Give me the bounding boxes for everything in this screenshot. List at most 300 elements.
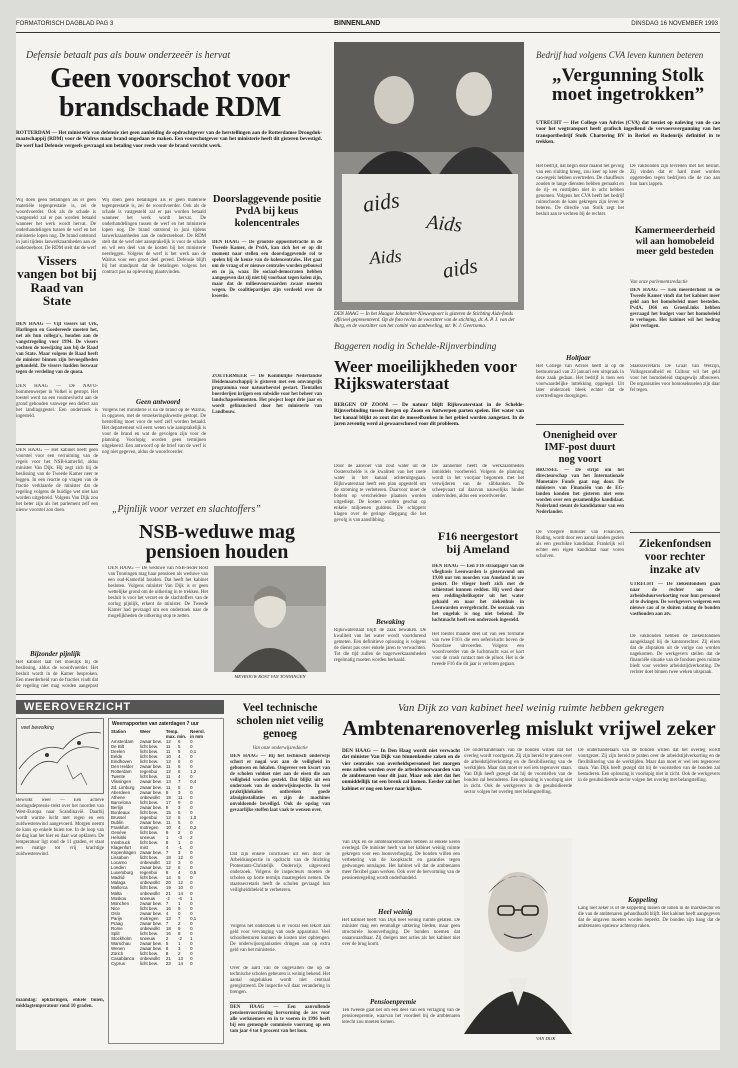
table-cell: zwaar bew. (139, 940, 162, 946)
nsb-headline: NSB-weduwe mag pensioen houden (138, 521, 296, 564)
table-cell: 3 (178, 860, 181, 866)
ivd-subhead: Heel weinig (378, 908, 413, 916)
ivd-body4-top: De onderhandelaars van de bonden willen dat het overleg wordt voortgezet. Zij zijn bereid te praten over de arbeidstijdverkorting en de flexibilisering van de werktijden. Maar dan moet er wel iets tegenover staan. Van Dijk heeft gezegd dat hij de voorstellen van de bonden zal bestuderen. Een oplossing is voorlopig niet in zicht. Ook de werkgevers in de gesubsidieerde sector volgen het overleg met belangstelling. (464, 748, 572, 795)
homo-body2: Staatssecretaris De Graaf van Welzijn, Volksgezondheid en Cultuur wil het geld voor het homobeleid stapsgewijs afbouwen. De organisaties voor homoseksuelen zijn daar fel tegen. (630, 364, 720, 393)
table-cell: 0 (190, 784, 193, 790)
table-cell: 0,1 (190, 915, 197, 921)
table-cell: licht bew. (139, 749, 158, 755)
table-cell: 18 (165, 855, 171, 861)
table-cell: Madrid (111, 875, 125, 881)
table-cell: 16 (165, 930, 171, 936)
table-row (109, 885, 207, 890)
table-cell: Eindhoven (111, 759, 132, 765)
pension-box: DEN HAAG — Een aanvullende pensioenvoorziening hervorming de zes voor alle werknemers en in te voeren in 1996 heeft bij een gemengde commissie voorrang op een tam jaar 4 tot 6 procent van het loon. (230, 1002, 330, 1047)
table-cell: motregen (139, 824, 159, 830)
nsb-photo-caption: MEVROUW ROST VAN TONNINGEN (234, 674, 306, 679)
table-cell: 13 (178, 956, 183, 962)
table-cell: 15 (165, 809, 171, 815)
table-cell: 13 (165, 779, 171, 785)
vissers-body2: DEN HAAG — De NAVO-bommenwerper in Volkel is gestopt. Het toestel werd na een routinevlucht aan de grond gehouden vanwege een defect aan het landingsgestel. Een onderzoek is ingesteld. (16, 384, 98, 419)
table-cell: sneeuw (139, 834, 156, 840)
table-cell: regenbui (139, 814, 157, 820)
vooruitzicht-label: maandag: (16, 998, 37, 1003)
table-cell: 1,0 (190, 814, 197, 820)
table-cell: licht bew. (139, 905, 158, 911)
table-cell: licht bew. (139, 951, 158, 957)
table-cell: Malta (111, 890, 122, 896)
table-cell: 6 (178, 809, 181, 815)
weather-outlook: Bewolkt weer — Een actieve storingsdepressie trekt over het noorden van West-Europa naar Scandinavië. Daarbij wordt warme lucht met regen en een zuidwestenwind aangevoerd. Morgen neemt de kans op enkele buien toe. In de loop van de dag kan het hier en daar wat opklaren. De temperatuur ligt rond de 11 graden, er staat een matige tot vrij krachtige zuidwestenwind. (16, 798, 104, 857)
newspaper-page (16, 18, 720, 1050)
vissers-body: DEN HAAG — Vijf vissers uit Urk, Harlingen en Goedereede moeten het, net als hun collega's, houden aan de vangstregeling voor 1994. De vissers vochten de toewijzing aan bij de Raad van State. Maar volgens de Raad heeft de minister binnen zijn bevoegdheden gehandeld. De vissers hadden bezwaar tegen de verdeling van de quota. (16, 322, 98, 375)
table-cell: 1 (190, 895, 193, 901)
table-cell: zwaar bew. (139, 910, 162, 916)
rdm-body-col2b: Volgens het ministerie is na de brand op de Walrus, in opgaven, met de verzekeringskwestie gestopt. De herstelling moet voor de werf zelf worden betaald. Het departement wil eerst weten wie aansprakelijk is voor de brand en wat de gevolgen zijn voor de planning. Voorlopig worden geen termijnen uitgekeerd. Een antwoord op de brief van de werf is nog niet gegeven, aldus de woordvoerder. (102, 408, 206, 455)
table-cell: 0 (190, 850, 193, 856)
table-cell: licht bew. (139, 855, 158, 861)
table-cell: München (111, 900, 130, 906)
table-cell: 10 (165, 754, 171, 760)
table-cell: 19 (165, 794, 171, 800)
table-cell: 0 (190, 951, 193, 957)
table-cell: 9 (165, 829, 169, 835)
table-row (109, 785, 207, 790)
rdm-kicker: Defensie betaalt pas als bouw onderzeeër is hervat (26, 50, 231, 61)
table-cell: 3 (178, 946, 181, 952)
table-cell: 11 (178, 794, 183, 800)
rijn-kicker: Baggeren nodig in Schelde-Rijnverbinding (334, 342, 497, 352)
svg-text:Aids: Aids (368, 245, 403, 268)
table-cell: licht bew. (139, 829, 158, 835)
table-cell: 0 (190, 855, 193, 861)
svg-text:aids: aids (361, 187, 402, 217)
portrait-photo (214, 566, 326, 672)
table-cell: 8 (178, 930, 181, 936)
svg-text:aids: aids (440, 253, 480, 283)
homo-headline: Kamermeerderheid wil aan homobeleid meer geld besteden (634, 226, 716, 258)
table-cell: Bordeaux (111, 809, 130, 815)
table-cell: 0 (190, 910, 193, 916)
table-cell: 0 (190, 925, 193, 931)
table-cell: 4 (178, 774, 181, 780)
weather-map-label: veel bewolking (21, 725, 54, 731)
table-cell: zwaar bew. (139, 850, 162, 856)
table-cell: 0 (190, 794, 193, 800)
imf-headline: Onenigheid over IMF-post duurt nog voort (542, 430, 618, 465)
table-cell: mist (139, 845, 148, 851)
table-cell: Frankfurt (111, 824, 129, 830)
weather-banner (16, 700, 224, 714)
table-cell: De Bilt (111, 744, 124, 750)
table-cell: 0 (190, 900, 193, 906)
vissers-headline: Vissers vangen bot bij Raad van State (17, 253, 97, 308)
stolk-headline: „Vergunning Stolk moet ingetrokken” (551, 65, 705, 106)
table-cell: 0 (190, 961, 193, 967)
ivd-body5: Lang niet zeker is of de koppeling tussen de lonen in de marktsector en die van de ambtenaren gehandhaafd blijft. Het kabinet heeft aangegeven dat de uitgaven moeten worden beperkt. De bonden zijn bang dat de ambtenaren opnieuw achterop raken. (578, 906, 720, 929)
weather-map (16, 718, 104, 794)
table-cell: -2 (165, 895, 170, 901)
rdm-subhead: Geen antwoord (136, 398, 181, 406)
table-cell: 0 (190, 880, 193, 886)
table-cell: zwaar bew. (139, 784, 162, 790)
table-cell: 1 (178, 900, 181, 906)
rijn-body3: De aannemer heeft de werkzaamheden inmiddels voorbereid. Volgens de planning wordt in het voorjaar begonnen met het verwijderen van de slibbanken. De scheepvaart zal daarvan nauwelijks hinder ondervinden, aldus een woordvoerder. (432, 464, 524, 499)
table-cell: 8 (165, 840, 169, 846)
table-cell: Rotterdam (111, 769, 132, 775)
vooruitzicht-text: opklaringen, enkele buien, middagtemperatuur rond 10 graden. (16, 998, 104, 1009)
table-cell: 12 (165, 860, 171, 866)
scholen-body: DEN HAAG — Bij het technisch onderwijs schort er nogal wat aan de veiligheid in gebouwen en lokalen. Ongeveer een kwart van de scholen voldoet niet aan de eisen die aan veiligheid worden gesteld. Dat blijkt uit een onderzoek van de onderwijsinspectie. In veel praktijklokalen ontbreken goede afzuiginstallaties en zijn de machines onvoldoende beveiligd. Ook de opslag van gevaarlijke stoffen laat vaak te wensen over. (230, 754, 330, 813)
table-cell: 4 (165, 845, 169, 851)
imf-body2: De vroegere minister van Financiën, Ruding, wordt door een aantal landen gezien als een geschikte kandidaat. Frankrijk wil echter een eigen kandidaat naar voren schuiven. (536, 530, 624, 559)
table-cell: -3 (178, 834, 182, 840)
table-cell: 18 (165, 925, 171, 931)
table-cell: 10 (178, 885, 183, 891)
table-cell: licht bew. (139, 759, 158, 765)
table-cell: 0 (190, 860, 193, 866)
table-cell: 2 (178, 951, 181, 957)
rechter-headline: Ziekenfondsen voor rechter inzake atv (638, 538, 712, 576)
table-cell: 5 (165, 940, 169, 946)
table-cell: onbewolkt (139, 860, 160, 866)
table-cell: 9 (178, 799, 181, 805)
table-cell: licht bew. (139, 930, 158, 936)
table-row (109, 800, 207, 805)
table-cell: 11 (165, 744, 171, 750)
table-cell: 2 (190, 834, 193, 840)
table-cell: 0 (190, 744, 193, 750)
table-cell: 0 (190, 956, 193, 962)
table-cell: 20 (165, 880, 171, 886)
table-cell: Londen (111, 865, 126, 871)
table-cell: Nice (111, 905, 120, 911)
rdm-body-col1: Wij doen geen betalingen als er geen materiële tegenprestatie is, zei de woordvoerder. Ook als de schade is vastgesteld zal er pas worden betaald wanneer het werk wordt hervat. De onderhandelingen tussen de werf en het ministerie lopen nog. De brand ontstond in juni tijdens laswerkzaamheden aan de onderzeeboot. De RDM stelt dat de werf (16, 198, 96, 250)
table-cell: 9 (165, 789, 169, 795)
divider (630, 532, 720, 533)
table-cell: onbewolkt (139, 925, 160, 931)
table-cell: Twente (111, 774, 126, 780)
pvda-body2: ZOETERMEER — De Koninklijke Nederlandse Heidemaatschappij is gisteren met een omvangrijk programma voor natuurherstel gestart. Tientallen boerderijen krijgen een subsidie voor het beheer van landschapselementen. Het project loopt drie jaar en wordt gefinancierd door het ministerie van Landbouw. (212, 374, 322, 415)
table-cell: motregen (139, 915, 159, 921)
table-cell: licht bew. (139, 754, 158, 760)
table-cell: Casablanca (111, 956, 135, 962)
table-cell: zwaar bew. (139, 789, 162, 795)
table-cell: Zd. Limburg (111, 784, 135, 790)
stolk-body2: Het College van Advies heeft al op de bestuursraad van 23 januari een uitspraak in deze zaak gedaan. Het bedrijf is toen een voorwaardelijke intrekking opgelegd. Uit later onderzoek bleek echter dat de overtredingen doorgingen. (536, 364, 624, 399)
table-cell: licht bew. (139, 961, 158, 967)
table-cell: 21 (165, 956, 171, 962)
table-cell: 0 (190, 920, 193, 926)
table-cell: licht bew. (139, 799, 158, 805)
table-cell: Luxemburg (111, 870, 133, 876)
table-cell: 0 (190, 840, 193, 846)
table-cell: -6 (178, 895, 182, 901)
table-cell: zwaar bew. (139, 779, 162, 785)
table-cell: Cyprus (111, 961, 125, 967)
table-cell: 12 (178, 855, 183, 861)
table-cell: 21 (165, 890, 171, 896)
scholen-headline: Veel technische scholen niet veilig genoeg (236, 702, 324, 740)
table-row (109, 790, 207, 795)
table-cell: 3 (178, 789, 181, 795)
table-cell: 12 (165, 769, 171, 775)
section-divider (16, 694, 720, 695)
weather-table-box (108, 718, 224, 1044)
table-cell: 0 (190, 890, 193, 896)
table-cell: 5 (178, 875, 181, 881)
table-cell: Mallorca (111, 885, 128, 891)
weather-table-title: Weerrapporten van zaterdagen 7 uur (112, 721, 199, 727)
table-cell: 11 (165, 774, 171, 780)
table-cell: regenbui (139, 870, 157, 876)
table-cell: Dublin (111, 819, 124, 825)
table-cell: 0 (190, 809, 193, 815)
table-cell: 4 (165, 910, 169, 916)
masthead-left: FORMATORISCH DAGBLAD PAG 3 (16, 21, 114, 27)
table-cell: Klagenfurt (111, 845, 132, 851)
table-cell: 0 (190, 739, 193, 745)
table-cell: 5 (178, 744, 181, 750)
table-cell: Brussel (111, 814, 126, 820)
rechter-body2: De vakbonden hebben de ziekenfondsen aangeklaagd bij de kantonrechter. Zij eisen dat de afspraken uit de vorige cao worden nagekomen. De werkgevers stellen dat de financiële situatie van de fondsen geen ruimte biedt voor verdere arbeidstijdverkorting. De rechter doet binnen twee weken uitspraak. (630, 634, 720, 675)
table-cell: 0 (190, 905, 193, 911)
table-row (109, 961, 207, 966)
aids-fund-photo (334, 42, 524, 310)
table-cell: licht bew. (139, 744, 158, 750)
table-cell: 2 (165, 935, 169, 941)
table-cell: 1 (190, 935, 193, 941)
stolk-body: Het bedrijf, dat begin deze maand het gevolg van een sluiting kreeg, zou keer op keer de cao-regels hebben overtreden. De chauffeurs zouden te lange diensten hebben gemaakt en de rij- en rusttijden niet in acht hebben genomen. Volgens het CVA heeft het bedrijf ruimschoots de kans gekregen zijn leven te beteren. De directie van Stolk zegt het besluit aan te vechten bij de rechter. (536, 164, 624, 217)
table-cell: onbewolkt (139, 890, 160, 896)
table-cell: 6 (178, 769, 181, 775)
table-cell: 11 (165, 784, 171, 790)
table-cell: Stockholm (111, 935, 132, 941)
svg-text:Aids: Aids (425, 211, 464, 237)
ivd-lead: DEN HAAG — In Den Haag wordt niet verwacht dat minister Van Dijk van binnenlandse zaken en de vier centrales van overheidspersoneel het morgen eens zullen worden over de arbeidsvoorwaarden van de ambtenaren voor dit jaar. Maar ook niet dat het onmiddellijk tot een breuk zal komen. Eerder zal het kabinet er nog een keer naar kijken. (342, 748, 460, 792)
stolk-body3: De vakbonden zijn tevreden met het besluit. Zij vinden dat er hard moet worden opgetreden tegen bedrijven die de cao aan hun laars lappen. (630, 164, 720, 187)
divider (536, 424, 624, 425)
table-cell: 10 (165, 824, 171, 830)
table-cell: 14 (178, 961, 183, 967)
ivd-subhead3: Koppeling (628, 896, 658, 904)
table-cell: -2 (178, 935, 182, 941)
homo-body: DEN HAAG — Een meerderheid in de Tweede Kamer vindt dat het kabinet meer geld aan het homobeleid moet besteden. PvdA, D66 en GroenLinks hebben gevraagd het budget voor het homobeleid te verhogen. Het kabinet wil het bedrag juist verlagen. (630, 288, 720, 329)
table-cell: 9 (178, 925, 181, 931)
table-cell: Aberdeen (111, 789, 131, 795)
table-cell: 14 (178, 890, 183, 896)
table-cell: Praag (111, 920, 123, 926)
table-cell: Lissabon (111, 855, 129, 861)
rijn-lead: BERGEN OP ZOOM — De natuur blijft Rijkswaterstaat in de Schelde-Rijnverbinding tussen Bergen op Zoom en Antwerpen parten spelen. Het water van het kanaal blijkt zo zout dat de mosselbanken in het gebied worden aangetast. In de jaren zeventig werd al gewaarschuwd voor dit probleem. (334, 402, 524, 427)
table-cell: 14 (165, 875, 171, 881)
table-cell: 3 (178, 804, 181, 810)
table-cell: 0 (190, 789, 193, 795)
table-cell: 0 (178, 910, 181, 916)
table-cell: 7 (165, 920, 169, 926)
table-cell: licht bew. (139, 809, 158, 815)
table-cell: Vlissingen (111, 779, 132, 785)
table-cell: 0 (190, 845, 193, 851)
table-cell: 0 (190, 754, 193, 760)
f16-body: DEN HAAG — Een F16 straaljager van de vliegbasis Leeuwarden is gisteravond om 19.00 uur ten noorden van Ameland in zee gestort. De vlieger heeft zich met de schietstoel kunnen redden. Hij werd door een reddingshelikopter uit het water gehaald en naar het ziekenhuis in Leeuwarden overgebracht. De oorzaak van het ongeluk is nog niet bekend. De luchtmacht heeft een onderzoek ingesteld. (432, 564, 524, 623)
masthead (16, 18, 720, 33)
ivd-subhead2: Pensioenpremie (370, 998, 417, 1006)
ivd-body4: De onderhandelaars van de bonden willen dat het overleg wordt voortgezet. Zij zijn bereid te praten over de arbeidstijdverkorting en de flexibilisering van de werktijden. Maar dan moet er wel iets tegenover staan. Van Dijk heeft gezegd dat hij de voorstellen van de bonden zal bestuderen. Een oplossing is voorlopig niet in zicht. Ook de werkgevers in de gesubsidieerde sector volgen het overleg met belangstelling. (578, 748, 720, 783)
table-cell: 13 (165, 915, 171, 921)
table-cell: licht bew. (139, 774, 158, 780)
scholen-body3: Volgens het onderzoek is er vooral een tekort aan geld voor vervanging van oude apparatuur. Veel schoolbesturen kunnen de kosten niet opbrengen. De onderwijsorganisaties dringen aan op extra geld van het ministerie. (230, 924, 330, 953)
table-cell: 1 (178, 840, 181, 846)
table-cell: 11 (165, 749, 171, 755)
table-cell: 6 (178, 759, 181, 765)
table-cell: licht bew. (139, 875, 158, 881)
table-cell: zwaar bew. (139, 900, 162, 906)
weather-col-subheader: in mm (190, 734, 204, 740)
masthead-date: DINSDAG 16 NOVEMBER 1993 (631, 21, 718, 27)
weather-col-subheader: max. min. (165, 734, 187, 740)
table-cell: 9 (165, 804, 169, 810)
rechter-body: UTRECHT — De ziekenfondsen gaan naar de rechter om de arbeidsduurverkorting voor hun personeel af te dwingen. De werkgevers weigeren een nieuwe cao af te sluiten zolang de bonden vasthouden aan atv. (630, 582, 720, 617)
table-cell: onbewolkt (139, 956, 160, 962)
table-cell: 0 (190, 799, 193, 805)
van-dijk-caption: VAN DIJK (536, 1036, 556, 1041)
table-cell: 1,2 (190, 769, 197, 775)
stolk-kicker: Bedrijf had volgens CVA leven kunnen beteren (536, 50, 704, 60)
weather-vooruitzicht (16, 998, 104, 1038)
table-cell: 4 (178, 754, 181, 760)
ivd-kicker: Van Dijk zo van kabinet heel weinig ruimte hebben gekregen (397, 702, 665, 714)
table-cell: 0 (190, 829, 193, 835)
weather-col-header: Neersl. (190, 729, 205, 734)
table-cell: 0,2 (190, 824, 197, 830)
ivd-body: Van Dijk en de ambtenarenbonden hebben al enkele keren overlegd. De minister heeft van het kabinet weinig ruimte gekregen voor een loonsverhoging. De bonden willen een verbetering van de koopkracht en garanties tegen gedwongen ontslagen. Het kabinet wil dat de ambtenaren meer flexibel gaan werken. Ook over de hervorming van de pensioenregeling wordt onderhandeld. (342, 840, 460, 881)
table-cell: 0 (190, 759, 193, 765)
divider (16, 444, 98, 445)
table-cell: 17 (165, 799, 171, 805)
table-cell: 0 (190, 865, 193, 871)
table-cell: 1 (165, 834, 169, 840)
table-cell: 7 (178, 915, 181, 921)
nsb-kicker: „Pijnlijk voor verzet en slachtoffers” (112, 504, 261, 515)
table-cell: -1 (178, 845, 182, 851)
table-cell: 7 (165, 850, 169, 856)
table-cell: 7 (178, 779, 181, 785)
table-cell: 11 (165, 819, 171, 825)
table-cell: 6 (178, 739, 181, 745)
table-cell: 7 (165, 900, 169, 906)
table-cell: 12 (165, 759, 171, 765)
f16-body2: Het toestel maakte deel uit van een formatie van twee F16's die een oefenvlucht boven de Noordzee uitvoerden. Volgens een woordvoerder van de luchtmacht was er kort voor de crash contact met de piloot. Het is de tweede F16 die dit jaar is verloren gegaan. (432, 632, 524, 667)
stolk-subhead: Holtjaar (566, 354, 591, 362)
table-cell: 6 (178, 865, 181, 871)
rijn-headline: Weer moeilijkheden voor Rijkswaterstaat (334, 357, 517, 394)
table-cell: 19 (165, 885, 171, 891)
table-cell: onbewolkt (139, 880, 160, 886)
scholen-subkicker: Van onze onderwijsredactie (252, 746, 308, 751)
scholen-body2: Dat zijn enkele conclusies uit een door de Arbeidsinspectie in opdracht van de Stichting Protestants-Christelijk Onderwijs uitgevoerd onderzoek. Volgens de inspecteurs moeten de scholen op korte termijn maatregelen nemen. De staatssecretaris heeft de scholen gevraagd hun veiligheidsbeleid te verbeteren. (230, 852, 330, 893)
table-cell: 0,5 (190, 870, 197, 876)
table-cell: onbewolkt (139, 794, 160, 800)
stolk-lead: UTRECHT — Het College van Advies (CVA) dat toeziet op naleving van de cao voor het wegtransport heeft grafisch ingediend de vervoersvergunning van het transportbedrijf Stolk Chartering BV in Berkel en Rodenrijs definitief in te trekken. (536, 120, 720, 145)
ivd-body3: Ten tweede gaat het om een deel van een verlaging van de pensioenpremie, waarvan het voordeel bij de ambtenaren terecht zou moeten komen. (342, 1008, 460, 1025)
coalitie-body: DEN HAAG — Het kabinet heeft geen voorstel voor een verruiming van de regels voor het NSB-kamerlid, aldus minister Van Dijk. Hij zegt zich bij de beslissing van de Tweede Kamer neer te leggen. In een reactie op vragen van de fractie verklaarde de minister dat de regeling volgens de huidige wet niet kan worden uitgebreid. Volgens Van Dijk zou het beter zijn als het parlement zelf een nieuw voorstel zou doen. (16, 448, 98, 513)
table-cell: sneeuw (139, 935, 156, 941)
table-cell: Rome (111, 925, 123, 931)
table-cell: Zürich (111, 951, 124, 957)
table-cell: zwaar bew. (139, 865, 162, 871)
table-cell: 0 (190, 885, 193, 891)
van-dijk-photo (464, 838, 572, 1034)
table-cell: 23 (165, 961, 171, 967)
table-row (109, 901, 207, 906)
table-cell: 0 (190, 940, 193, 946)
table-cell: Deelen (111, 749, 125, 755)
homo-subkicker: Van onze parlementsredactie (630, 280, 688, 285)
table-cell: Split (111, 930, 120, 936)
table-cell: 12 (165, 865, 171, 871)
table-cell: zwaar bew. (139, 804, 162, 810)
table-cell: 12 (178, 880, 183, 886)
table-cell: 9 (178, 905, 181, 911)
weather-title: WEEROVERZICHT (24, 701, 131, 713)
table-cell: 0 (190, 875, 193, 881)
table-cell: 0 (190, 930, 193, 936)
table-cell: Warschau (111, 940, 131, 946)
table-cell: 8 (165, 946, 169, 952)
table-cell: Athene (111, 794, 125, 800)
table-cell: 2 (178, 920, 181, 926)
nsb-body: DEN HAAG — De weduwe van NSB-leider Rost van Tonningen mag haar pensioen als weduwe van een oud-Kamerlid houden. Dat heeft het kabinet besloten. Volgens minister Van Dijk is er geen wettelijke grond om de uitkering in te trekken. Het besluit is voor het verzet en de slachtoffers van de oorlog pijnlijk, erkent de minister. De Tweede Kamer had gevraagd om een onderzoek naar de mogelijkheden de uitkering stop te zetten. (108, 566, 208, 619)
table-cell: zwaar bew. (139, 946, 162, 952)
table-cell: 2 (178, 829, 181, 835)
table-cell: zwaar bew. (139, 819, 162, 825)
table-cell: Oslo (111, 910, 121, 916)
table-cell: Den Helder (111, 764, 134, 770)
table-cell: 5 (178, 819, 181, 825)
table-cell: Locarno (111, 860, 127, 866)
table-cell: 8 (165, 951, 169, 957)
table-cell: Kopenhagen (111, 850, 136, 856)
f16-headline: F16 neergestort bij Ameland (437, 529, 519, 557)
pvda-headline: Doorslaggevende positie PvdA bij keus kolencentrales (212, 194, 322, 229)
weather-table (109, 729, 207, 966)
table-cell: Genève (111, 829, 127, 835)
table-cell: Parijs (111, 915, 122, 921)
table-cell: 0 (190, 804, 193, 810)
table-cell: 6 (178, 814, 181, 820)
table-cell: 4 (178, 870, 181, 876)
ivd-body2: Het kabinet heeft Van Dijk heel weinig ruimte gelaten. De minister mag een eenmalige uitkering bieden, maar geen structurele loonsverhoging. De bonden noemen dat onaanvaardbaar. Zij dreigen met acties als het kabinet niet over de brug komt. (342, 918, 460, 947)
table-row (109, 795, 207, 800)
table-cell: 9 (165, 870, 169, 876)
table-cell: 3 (178, 850, 181, 856)
table-cell: zwaar bew. (139, 739, 162, 745)
table-row (109, 779, 207, 784)
table-cell: 0,1 (190, 749, 197, 755)
table-cell: Malaga (111, 880, 126, 886)
table-cell: 12 (165, 814, 171, 820)
table-cell: zwaar bew. (139, 764, 162, 770)
table-cell: 1 (178, 940, 181, 946)
table-cell: sneeuw (139, 895, 156, 901)
table-cell: 16 (165, 905, 171, 911)
table-cell: 5 (178, 749, 181, 755)
table-cell: 0 (190, 946, 193, 952)
scholen-body4: Over de aard van de ongevallen die op de technische scholen gebeuren is weinig bekend. Het aantal ongelukken wordt niet centraal geregistreerd. De inspectie wil daar verandering in brengen. (230, 966, 330, 995)
table-cell: 0 (190, 774, 193, 780)
table-cell: Innsbruck (111, 840, 131, 846)
rdm-body-col2: Wij doen geen betalingen als er geen materiële tegenprestatie is, zei de woordvoerder. Ook als de schade is vastgesteld zal er pas worden betaald wanneer het werk wordt hervat. De onderhandelingen tussen de werf en het ministerie lopen nog. De brand ontstond in juni tijdens laswerkzaamheden aan de onderzeeboot. De RDM stelt dat de werf niet aansprakelijk is voor de schade en wil een deel van de kosten bij het ministerie neerleggen. Volgens de werf is het werk aan de Walrus voor een groot deel gereed. Defensie blijft bij het standpunt dat de betalingen volgens het contract pas na oplevering plaatsvinden. (102, 198, 206, 275)
